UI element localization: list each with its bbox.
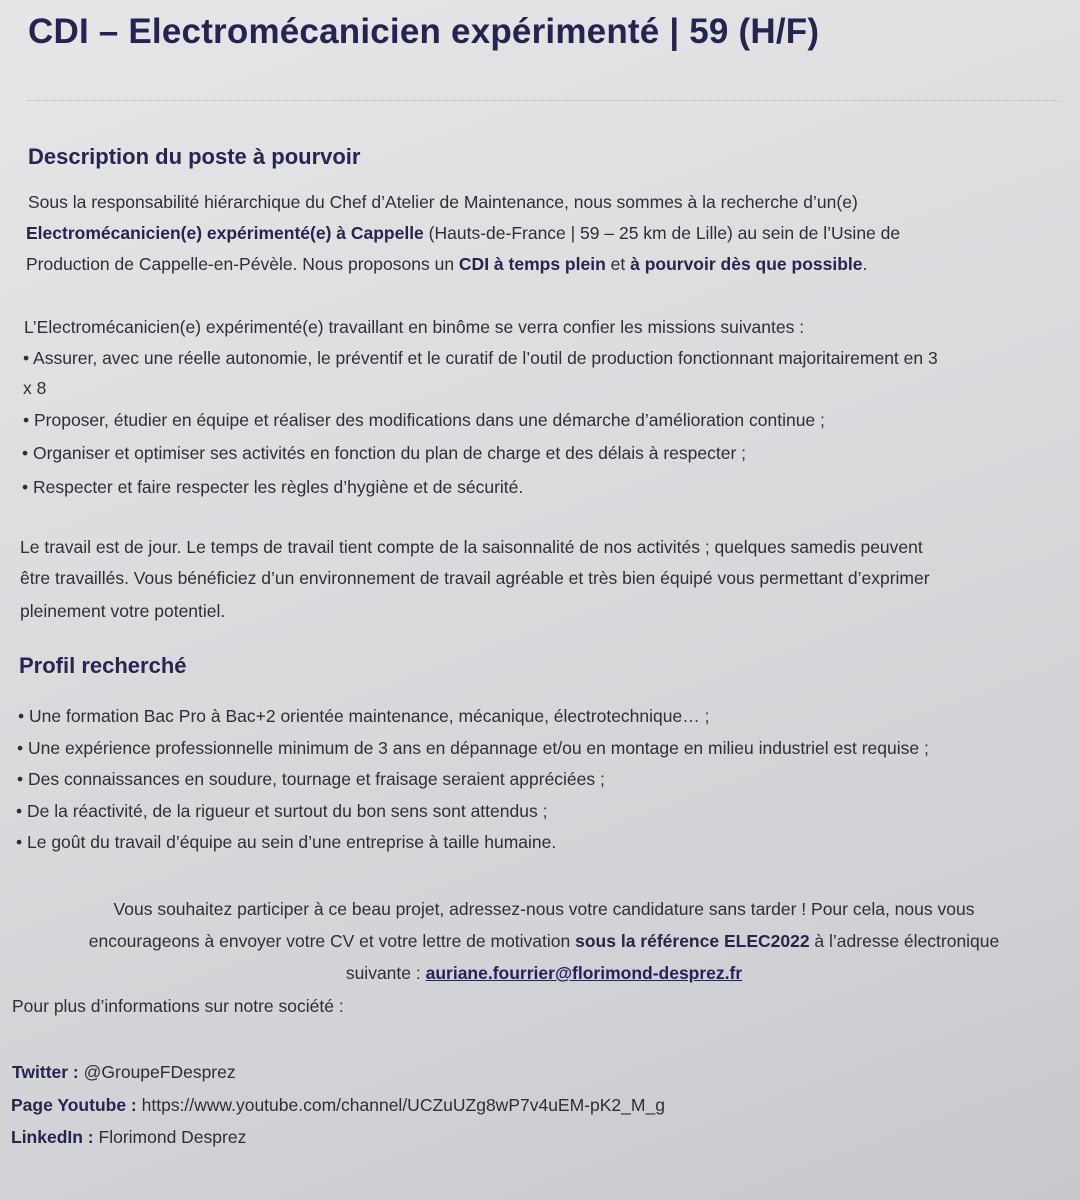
linkedin-label: LinkedIn : (11, 1127, 94, 1147)
profile-item-1: • Une formation Bac Pro à Bac+2 orientée maintenance, mécanique, électrotechnique… ; (18, 706, 710, 726)
description-heading: Description du poste à pourvoir (28, 144, 361, 169)
mission-item-1: • Assurer, avec une réelle autonomie, le préventif et le curatif de l’outil de production fonctionnant majoritairement en 3 (23, 348, 938, 368)
twitter-label: Twitter : (12, 1062, 79, 1082)
youtube-line (11, 1094, 665, 1116)
linkedin-value[interactable]: Florimond Desprez (93, 1127, 247, 1147)
intro-line-1: Sous la responsabilité hiérarchique du Chef d’Atelier de Maintenance, nous sommes à la recherche d’un(e) (28, 192, 858, 212)
work-line-2: être travaillés. Vous bénéficiez d’un environnement de travail agréable et très bien équipé vous permettant d’exprimer (20, 568, 930, 588)
intro-text-end: . (862, 254, 868, 274)
apply-reference: sous la référence ELEC2022 (575, 931, 810, 951)
apply-line-3 (14, 962, 1074, 984)
mission-item-4: • Respecter et faire respecter les règles d’hygiène et de sécurité. (22, 477, 524, 497)
page-title: CDI – Electromécanicien expérimenté | 59 (H/F) (28, 12, 820, 51)
youtube-url[interactable]: https://www.youtube.com/channel/UCZuUZg8wP7v4uEM-pK2_M_g (136, 1095, 665, 1115)
work-line-3: pleinement votre potentiel. (20, 601, 226, 621)
intro-location: (Hauts-de-France | 59 – 25 km de Lille) au sein de l’Usine de (423, 223, 901, 243)
intro-text-a: Production de Cappelle-en-Pévèle. Nous proposons un (26, 254, 459, 274)
mission-item-1-cont: x 8 (23, 378, 47, 398)
twitter-line (12, 1061, 236, 1083)
profile-item-2: • Une expérience professionnelle minimum de 3 ans en dépannage et/ou en montage en milieu industriel est requise ; (17, 738, 929, 758)
apply-line-1: Vous souhaitez participer à ce beau projet, adressez-nous votre candidature sans tarder ! Pour cela, nous vous (113, 899, 975, 919)
contact-email-link[interactable]: auriane.fourrier@florimond-desprez.fr (425, 963, 743, 983)
apply-text-c: à l’adresse électronique (809, 931, 1000, 951)
more-info-text: Pour plus d’informations sur notre société : (12, 996, 344, 1016)
intro-text-mid: et (605, 254, 631, 274)
intro-job-title: Electromécanicien(e) expérimenté(e) à Cappelle (26, 223, 424, 243)
profile-heading: Profil recherché (19, 653, 187, 678)
mission-item-2: • Proposer, étudier en équipe et réaliser des modifications dans une démarche d’amélioration continue ; (23, 410, 825, 430)
intro-availability: à pourvoir dès que possible (630, 254, 863, 274)
intro-line-2 (26, 222, 900, 244)
profile-item-5: • Le goût du travail d’équipe au sein d’une entreprise à taille humaine. (16, 832, 557, 852)
mission-item-3: • Organiser et optimiser ses activités en fonction du plan de charge et des délais à respecter ; (22, 443, 747, 463)
linkedin-line (11, 1126, 246, 1148)
work-line-1: Le travail est de jour. Le temps de travail tient compte de la saisonnalité de nos activités ; quelques samedis peuvent (20, 537, 923, 557)
profile-item-4: • De la réactivité, de la rigueur et surtout du bon sens sont attendus ; (16, 801, 548, 821)
apply-text-suivante: suivante : (345, 963, 426, 983)
intro-line-3 (26, 253, 867, 275)
profile-item-3: • Des connaissances en soudure, tournage et fraisage seraient appréciées ; (17, 769, 605, 789)
missions-intro: L’Electromécanicien(e) expérimenté(e) travaillant en binôme se verra confier les missions suivantes : (24, 317, 805, 337)
apply-line-2 (14, 930, 1074, 952)
twitter-handle[interactable]: @GroupeFDesprez (78, 1062, 236, 1082)
apply-text-a: encourageons à envoyer votre CV et votre lettre de motivation (88, 931, 576, 951)
intro-contract: CDI à temps plein (458, 254, 606, 274)
youtube-label: Page Youtube : (11, 1095, 137, 1115)
title-divider (28, 100, 1058, 101)
